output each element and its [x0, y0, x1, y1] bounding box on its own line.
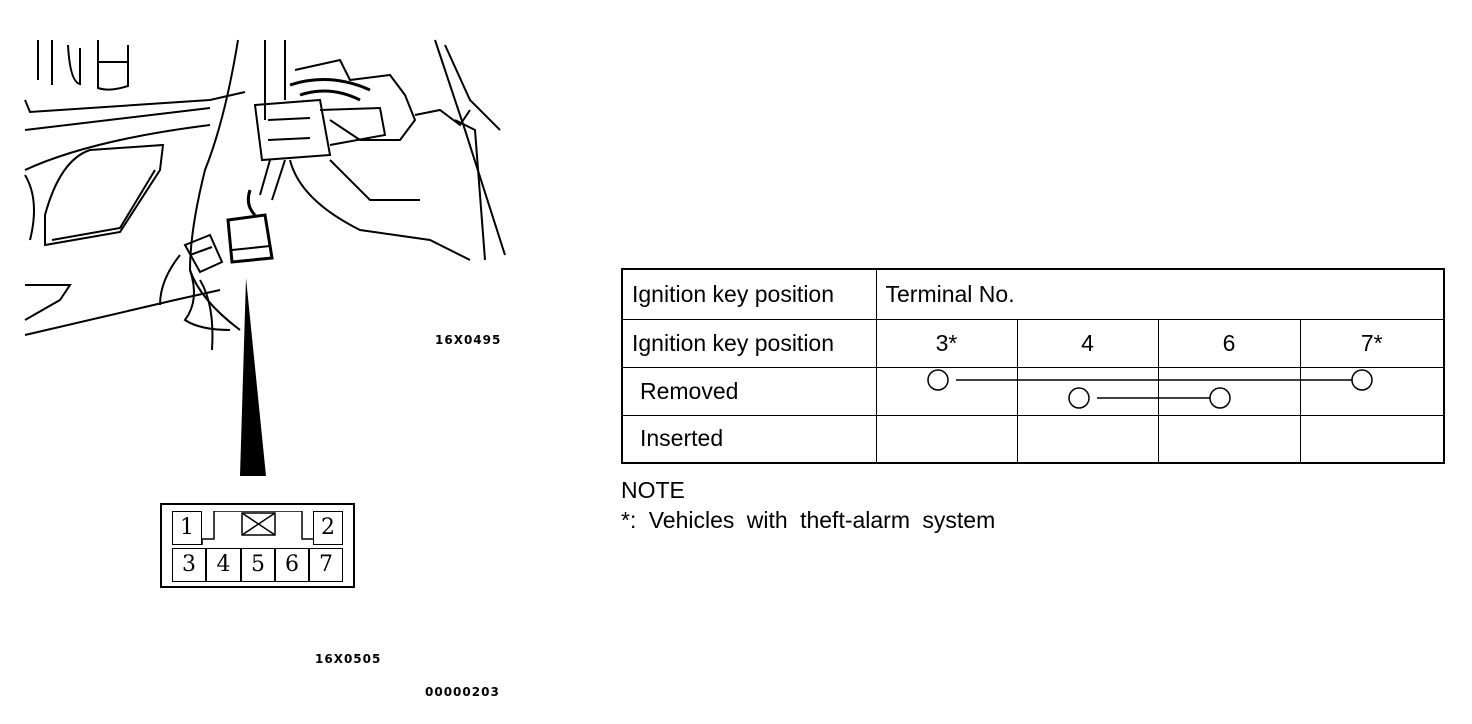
terminal-4: 4: [1017, 319, 1158, 367]
row-removed-label: Removed: [622, 367, 876, 415]
cell-inserted-7: [1300, 415, 1444, 463]
terminal-3: 3*: [876, 319, 1017, 367]
cell-inserted-3: [876, 415, 1017, 463]
header-key-position: Ignition key position: [622, 269, 876, 319]
pin-1: 1: [172, 511, 202, 545]
connector-location-illustration: [0, 0, 600, 490]
connector-face: [160, 503, 355, 588]
note-block: [621, 475, 995, 535]
terminal-6: 6: [1158, 319, 1300, 367]
note-text: *: Vehicles with theft-alarm system: [621, 507, 996, 533]
cell-removed-7: [1300, 367, 1444, 415]
cell-inserted-6: [1158, 415, 1300, 463]
cell-inserted-4: [1017, 415, 1158, 463]
row-inserted-label: Inserted: [622, 415, 876, 463]
continuity-table: [621, 268, 1445, 464]
header-terminal-no: Terminal No.: [876, 269, 1444, 319]
terminal-7: 7*: [1300, 319, 1444, 367]
pin-4: 4: [206, 548, 241, 582]
pin-5: 5: [241, 548, 275, 582]
subheader-key-position: Ignition key position: [622, 319, 876, 367]
pin-7: 7: [309, 548, 343, 582]
cell-removed-6: [1158, 367, 1300, 415]
note-title: NOTE: [621, 477, 685, 503]
cell-removed-3: [876, 367, 1017, 415]
connector-key-slot: [202, 511, 314, 545]
figure-code-connector: 16X0505: [315, 652, 382, 666]
cell-removed-4: [1017, 367, 1158, 415]
pin-6: 6: [275, 548, 309, 582]
figure-code-top: 16X0495: [435, 333, 502, 347]
pin-2: 2: [313, 511, 343, 545]
figure-code-page: 00000203: [425, 685, 500, 699]
pin-3: 3: [172, 548, 206, 582]
